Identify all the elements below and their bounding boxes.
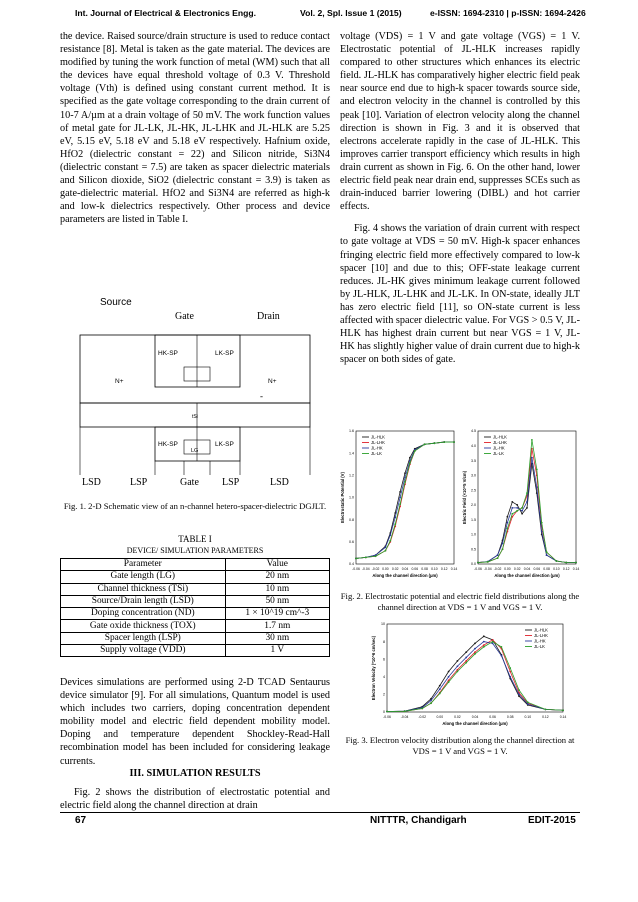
table-cell: 1 V [225, 645, 329, 657]
table-header: Parameter [61, 559, 226, 571]
data-point [492, 641, 494, 643]
data-point [521, 513, 523, 515]
legend-label: JL-HK [534, 638, 546, 644]
data-point [497, 554, 499, 556]
x-tick-label: 0.12 [440, 567, 448, 571]
lsp-label: LSP [130, 477, 148, 488]
y-tick-label: 2.5 [471, 488, 476, 493]
potential-chart [340, 425, 460, 585]
fig3-caption: Fig. 3. Electron velocity distribution along the channel direction at VDS = 1 V and VGS = 1 V. [345, 735, 575, 756]
data-point [541, 531, 543, 533]
y-tick-label: 2.0 [471, 503, 476, 508]
x-tick-label: 0.12 [562, 567, 570, 571]
table-row [61, 583, 330, 595]
lk-sp-bottom: LK-SP [215, 441, 234, 448]
legend-label: JL-HLK [534, 627, 548, 633]
lsd-label: LSD [82, 477, 101, 488]
data-point [409, 462, 411, 464]
data-point [518, 689, 520, 691]
volume-info: Vol. 2, Spl. Issue 1 (2015) [300, 8, 402, 18]
table-cell: Spacer length (LSP) [61, 632, 226, 644]
gate-dim-label: Gate [180, 477, 199, 488]
page-number: 67 [75, 815, 87, 826]
data-point [399, 497, 401, 499]
x-tick-label: 0.10 [431, 567, 438, 571]
data-point [545, 708, 547, 710]
device-schematic [60, 295, 330, 490]
data-point [430, 700, 432, 702]
gate-label: Gate [175, 311, 194, 322]
table-cell: Gate length (LG) [61, 571, 226, 583]
data-point [483, 641, 485, 643]
y-tick-label: 3.5 [471, 458, 476, 463]
table-cell: 20 nm [225, 571, 329, 583]
data-point [516, 504, 518, 506]
data-point [536, 469, 538, 471]
data-point [565, 562, 567, 564]
data-point [404, 472, 406, 474]
y-tick-label: 1.0 [349, 495, 354, 500]
y-tick-label: 1.0 [471, 532, 476, 537]
data-point [527, 703, 529, 705]
data-point [421, 708, 423, 710]
legend-label: JL-LHK [534, 633, 548, 638]
data-point [453, 441, 455, 443]
data-point [502, 548, 504, 550]
data-point [385, 550, 387, 552]
y-axis-label: Electric Field (×10^5 V/cm) [462, 470, 467, 525]
x-axis-label: Along the channel direction (µm) [494, 573, 560, 578]
data-point [474, 648, 476, 650]
x-tick-label: 0.06 [411, 567, 419, 571]
table-cell: Source/Drain length (LSD) [61, 595, 226, 607]
x-tick-label: 0.02 [391, 567, 399, 571]
x-tick-label: 0.14 [450, 567, 458, 571]
lg-label: LG [191, 448, 199, 454]
data-point [399, 503, 401, 505]
y-tick-label: 1.4 [349, 451, 354, 456]
data-point [516, 507, 518, 509]
x-tick-label: -0.04 [483, 567, 492, 571]
x-tick-label: 0.04 [471, 715, 479, 719]
table-row [61, 645, 330, 657]
x-tick-label: 0.08 [421, 567, 428, 571]
data-point [483, 644, 485, 646]
data-point [516, 510, 518, 512]
y-tick-label: 0.0 [471, 562, 476, 567]
data-point [507, 516, 509, 518]
left-column-top [60, 30, 330, 235]
data-point [511, 501, 513, 503]
y-axis-label: Electrostatic Potential (V) [340, 472, 345, 523]
paragraph: Fig. 4 shows the variation of drain current with respect to gate voltage at VDS = 50 mV. High-k spacer enhances fringing electric field more effectively compared to low-k spacer [10] and due to this; OFF-state leakage current reduces. JL-HK gives minimum leakage current followed by JL-HLK, JL-LHK and JL-LK. In ON-state, ideally JLT has zero electric field [11], so ON-state current is less affected with spacer dielectric value. For VGS > 0.5 V, JL-HLK has highest drain current but near VGS = 1 V, JL-HK has slightly higher value of drain current due to high-k spacer on both sides of gate. [340, 223, 580, 366]
data-point [386, 711, 388, 713]
data-point [526, 507, 528, 509]
data-point [439, 693, 441, 695]
footer-rule [60, 812, 580, 813]
data-point [556, 560, 558, 562]
table-row [61, 608, 330, 620]
y-tick-label: 10 [381, 622, 385, 627]
data-point [507, 522, 509, 524]
x-tick-label: 0.08 [506, 715, 514, 719]
x-tick-label: 0.04 [401, 567, 409, 571]
series-line [387, 640, 563, 712]
source-label: Source [100, 297, 132, 308]
parameter-table [60, 558, 330, 657]
x-tick-label: -0.04 [400, 715, 409, 719]
table-cell: Channel thickness (TSi) [61, 583, 226, 595]
data-point [483, 635, 485, 637]
data-point [546, 554, 548, 556]
x-tick-label: 0.14 [572, 567, 580, 571]
data-point [474, 642, 476, 644]
y-tick-label: 1.2 [349, 473, 354, 478]
data-point [430, 702, 432, 704]
data-point [501, 655, 503, 657]
hk-sp-label: HK-SP [158, 350, 178, 357]
data-point [375, 555, 377, 557]
table-cell: 30 nm [225, 632, 329, 644]
right-column-top [340, 30, 580, 375]
legend-label: JL-LK [371, 451, 382, 456]
lsd-label-2: LSD [270, 477, 289, 488]
x-tick-label: 0.06 [489, 715, 496, 719]
data-point [399, 491, 401, 493]
y-tick-label: 4.0 [471, 443, 476, 448]
y-tick-label: 0.4 [349, 562, 354, 567]
n-plus-drain: N+ [268, 378, 277, 385]
section-heading: III. SIMULATION RESULTS [129, 768, 261, 779]
data-point [575, 562, 577, 564]
table-cell: 1.7 nm [225, 620, 329, 632]
y-tick-label: 6 [383, 657, 385, 662]
issn-info: e-ISSN: 1694-2310 | p-ISSN: 1694-2426 [430, 8, 586, 18]
data-point [394, 517, 396, 519]
journal-name: Int. Journal of Electrical & Electronics Engg. [75, 8, 256, 18]
data-point [443, 441, 445, 443]
n-plus-source: N+ [115, 378, 124, 385]
y-tick-label: 4.5 [471, 429, 476, 434]
data-point [527, 701, 529, 703]
data-point [509, 676, 511, 678]
series-line [478, 464, 576, 563]
data-point [465, 657, 467, 659]
data-point [448, 681, 450, 683]
lsp-label-2: LSP [222, 477, 240, 488]
x-tick-label: 0.00 [504, 567, 511, 571]
x-tick-label: -0.06 [352, 567, 360, 571]
table-row [61, 595, 330, 607]
legend-label: JL-HLK [371, 434, 385, 440]
data-point [487, 561, 489, 563]
legend-label: JL-HK [371, 445, 383, 451]
y-tick-label: 0.8 [349, 517, 354, 522]
x-tick-label: 0.04 [523, 567, 531, 571]
data-point [501, 646, 503, 648]
table-cell: 1 × 10^19 cm^-3 [225, 608, 329, 620]
data-point [509, 671, 511, 673]
table-header: Value [225, 559, 329, 571]
tsi-label: tSi [192, 414, 198, 420]
data-point [389, 534, 391, 536]
x-axis-label: Along the channel direction (µm) [372, 573, 438, 578]
lk-sp-label: LK-SP [215, 350, 234, 357]
x-tick-label: 0.00 [382, 567, 389, 571]
table-row [61, 632, 330, 644]
legend-label: JL-LHK [371, 440, 385, 445]
running-header [0, 8, 638, 22]
x-tick-label: 0.14 [559, 715, 567, 719]
y-tick-label: 0.5 [471, 547, 476, 552]
data-point [497, 557, 499, 559]
table-title: TABLE I [178, 534, 212, 544]
table-row [61, 571, 330, 583]
x-tick-label: 0.10 [553, 567, 560, 571]
electric-field-chart [460, 425, 582, 585]
data-point [448, 676, 450, 678]
x-axis-label: Along the channel direction (µm) [442, 721, 508, 726]
y-tick-label: 8 [383, 639, 385, 644]
data-point [465, 651, 467, 653]
data-point [511, 507, 513, 509]
data-point [457, 671, 459, 673]
y-axis-label: Electron Velocity (*10^6 cm/sec) [371, 635, 376, 701]
series-line [356, 442, 454, 558]
data-point [511, 513, 513, 515]
paragraph: the device. Raised source/drain structure is used to reduce contact resistance [8]. Metal is taken as the gate material. The devices are modified by tuning the work function of metal (WM) such that all the devices have equal threshold voltage of 0.3 V. Threshold voltage (Vth) is defined using constant current method. It is specified as the gate voltage corresponding to the drain current of 10-7 A/µm at a drain voltage of 50 mV. The work function values of metal gate for JL-LK, JL-HK, JL-LHK and JL-HLK are 5.25 eV, 5.15 eV, 5.18 eV and 5.18 eV respectively. Hafnium oxide, HfO2 (dielectric constant = 22) and Silicon nitride, Si3N4 (dielectric constant = 7.5) are taken as spacer dielectric materials and Silicon dioxide, SiO2 (dielectric constant = 3.9) is taken as gate-dielectric material. HfO2 and Si3N4 are referred as high-k and low-k dielectrics respectively. Other process and device parameters are listed in Table I. [60, 31, 330, 226]
data-point [355, 558, 357, 560]
y-tick-label: 3.0 [471, 473, 476, 478]
data-point [389, 540, 391, 542]
data-point [434, 442, 436, 444]
series-line [356, 442, 454, 558]
legend-label: JL-LK [493, 451, 504, 456]
fig1-caption: Fig. 1. 2-D Schematic view of an n-channel hetero-spacer-dielectric DGJLT. [63, 501, 327, 511]
y-tick-label: 2 [383, 692, 385, 697]
series-line [356, 442, 454, 558]
drain-label: Drain [257, 311, 280, 322]
paragraph: Fig. 2 shows the distribution of electrostatic potential and electric field along the channel direction at drain [60, 787, 330, 812]
table-cell: 50 nm [225, 595, 329, 607]
y-tick-label: 0.6 [349, 540, 354, 545]
data-point [531, 439, 533, 441]
data-point [541, 522, 543, 524]
data-point [365, 556, 367, 558]
x-tick-label: 0.02 [454, 715, 461, 719]
series-line [356, 442, 454, 558]
data-point [424, 443, 426, 445]
table-cell: Gate oxide thickness (TOX) [61, 620, 226, 632]
x-tick-label: 0.06 [533, 567, 541, 571]
x-tick-label: -0.02 [493, 567, 502, 571]
data-point [507, 528, 509, 530]
data-point [439, 688, 441, 690]
data-point [526, 492, 528, 494]
top-gate-stack [155, 335, 240, 387]
x-tick-label: 0.02 [513, 567, 521, 571]
x-tick-label: -0.02 [371, 567, 380, 571]
data-point [531, 457, 533, 459]
x-tick-label: -0.04 [361, 567, 370, 571]
table-header-row [61, 559, 330, 571]
footer-org: NITTTR, Chandigarh [370, 815, 467, 826]
data-point [546, 551, 548, 553]
hk-sp-bottom: HK-SP [158, 441, 178, 448]
data-point [518, 694, 520, 696]
table-subtitle: DEVICE/ SIMULATION PARAMETERS [126, 546, 264, 555]
left-column-end [60, 786, 330, 821]
data-point [492, 639, 494, 641]
legend-label: JL-LHK [493, 440, 507, 445]
data-point [477, 562, 479, 564]
data-point [457, 660, 459, 662]
data-point [404, 710, 406, 712]
table-cell: Supply voltage (VDD) [61, 645, 226, 657]
data-point [492, 642, 494, 644]
legend-label: JL-HK [493, 445, 505, 451]
data-point [404, 481, 406, 483]
data-point [465, 662, 467, 664]
y-tick-label: 1.6 [349, 429, 354, 434]
footer-edition: EDIT-2015 [528, 815, 576, 826]
data-point [521, 507, 523, 509]
data-point [521, 510, 523, 512]
data-point [526, 501, 528, 503]
data-point [385, 546, 387, 548]
top-region [80, 335, 310, 403]
table-cell: 10 nm [225, 583, 329, 595]
data-point [439, 685, 441, 687]
y-tick-label: 1.5 [471, 517, 476, 522]
data-point [394, 523, 396, 525]
fig2-caption: Fig. 2. Electrostatic potential and electric field distributions along the channel direction at VDS = 1 V and VGS = 1 V. [340, 591, 580, 612]
data-point [509, 667, 511, 669]
paragraph: Devices simulations are performed using 2-D TCAD Sentaurus device simulator [9]. For all simulations, Quantum model is used which includes two carriers, doping concentration dependent mobility model and electric field dependent mobility model. Doping and temperature dependent Shockley-Read-Hall recombination model has been included for considering leakage currents. [60, 677, 330, 767]
series-line [478, 458, 576, 563]
data-point [414, 450, 416, 452]
legend-label: JL-LK [534, 644, 545, 649]
table-row [61, 620, 330, 632]
data-point [474, 651, 476, 653]
legend-label: JL-HLK [493, 434, 507, 440]
data-point [474, 653, 476, 655]
x-tick-label: 0.12 [542, 715, 549, 719]
data-point [536, 486, 538, 488]
y-tick-label: 0 [383, 710, 385, 715]
x-tick-label: -0.06 [383, 715, 391, 719]
data-point [483, 646, 485, 648]
paragraph: voltage (VDS) = 1 V and gate voltage (VGS) = 1 V. Electrostatic potential of JL-HLK increases rapidly compared to other structures which enhances its electric field. JL-HLK has comparatively higher electric field peak near source end due to high-k spacer towards source side, and electron velocity in the channel is controlled by this peak [10]. Variation of electron velocity along the channel direction is shown in Fig. 3 and it is observed that electrons accelerate rapidly in the case of JL-HLK. This improves carrier transport efficiency which results in high drain current as shown in Fig. 6. On the other hand, lower electric field peak near drain end, suppresses SCEs such as drain-induced barrier lowering (DIBL) and hot carrier effects. [340, 31, 580, 213]
data-point [562, 709, 564, 711]
x-tick-label: 0.08 [543, 567, 550, 571]
x-tick-label: -0.06 [474, 567, 482, 571]
y-tick-label: 4 [383, 675, 385, 679]
x-tick-label: 0.00 [436, 715, 444, 719]
dash-mark: - [260, 391, 263, 401]
data-point [457, 665, 459, 667]
x-tick-label: 0.10 [524, 715, 532, 719]
table-cell: Doping concentration (ND) [61, 608, 226, 620]
left-column-bottom [60, 676, 330, 777]
data-point [409, 457, 411, 459]
data-point [448, 671, 450, 673]
electron-velocity-chart [365, 618, 570, 730]
x-tick-label: -0.02 [418, 715, 427, 719]
data-point [502, 542, 504, 544]
